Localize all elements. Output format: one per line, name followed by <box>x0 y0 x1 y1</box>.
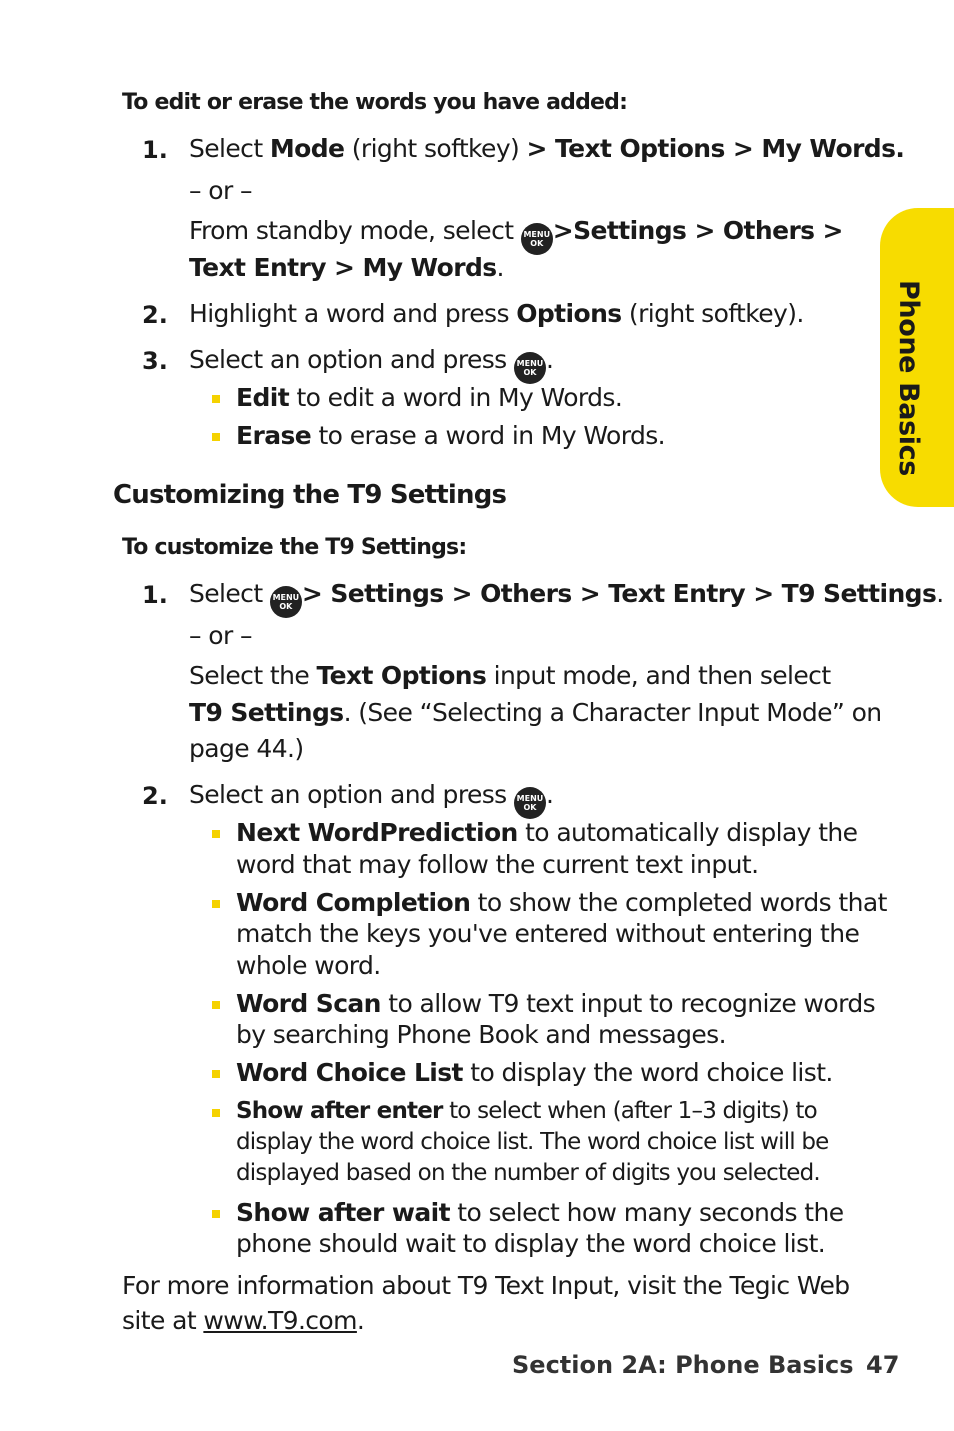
t9-alt-line-3: page 44.) <box>189 734 304 763</box>
bullet-icon <box>212 1001 220 1009</box>
t9-bullet-line: by searching Phone Book and messages. <box>236 1020 726 1049</box>
edit-alt-line-2: Text Entry > My Words. <box>189 253 504 282</box>
t9-website-link[interactable]: www.T9.com <box>203 1306 357 1335</box>
edit-step-3: Select an option and press MENU OK . <box>189 345 553 384</box>
bullet-icon <box>212 395 220 403</box>
t9-step-1: Select MENU OK > Settings > Others > Text Entry > T9 Settings. <box>189 579 944 618</box>
t9-bullet-line: display the word choice list. The word choice list will be <box>236 1129 829 1155</box>
step-number: 1. <box>142 136 168 164</box>
menu-ok-icon: MENU OK <box>270 586 302 618</box>
page-number: 47 <box>866 1351 900 1379</box>
side-tab-label: Phone Basics <box>893 280 924 476</box>
step-number: 2. <box>142 301 168 329</box>
edit-step-2: Highlight a word and press Options (right softkey). <box>189 299 804 328</box>
erase-bullet: Erase to erase a word in My Words. <box>236 421 665 450</box>
bullet-icon <box>212 1210 220 1218</box>
t9-bullet-line: phone should wait to display the word choice list. <box>236 1229 826 1258</box>
edit-bullet: Edit to edit a word in My Words. <box>236 383 623 412</box>
t9-heading: Customizing the T9 Settings <box>113 480 507 510</box>
footer-section: Section 2A: Phone Basics <box>512 1351 854 1379</box>
menu-ok-icon: MENU OK <box>521 223 553 255</box>
step-number: 2. <box>142 782 168 810</box>
more-info-line-1: For more information about T9 Text Input, visit the Tegic Web <box>122 1271 850 1300</box>
or-separator: – or – <box>189 176 252 205</box>
t9-subheading: To customize the T9 Settings: <box>122 535 467 560</box>
t9-bullet-line: Show after enter to select when (after 1–3 digits) to <box>236 1098 817 1124</box>
t9-bullet-line: Word Completion to show the completed words that <box>236 888 887 917</box>
more-info-line-2: site at www.T9.com. <box>122 1306 365 1335</box>
menu-ok-icon: MENU OK <box>514 787 546 819</box>
bullet-icon <box>212 1070 220 1078</box>
bullet-icon <box>212 433 220 441</box>
or-separator: – or – <box>189 621 252 650</box>
t9-bullet-line: match the keys you've entered without entering the <box>236 919 860 948</box>
edit-step-1: Select Mode (right softkey) > Text Options > My Words. <box>189 134 905 163</box>
t9-step-2: Select an option and press MENU OK . <box>189 780 553 819</box>
t9-alt-line-1: Select the Text Options input mode, and then select <box>189 661 831 690</box>
t9-bullet-line: Next WordPrediction to automatically display the <box>236 818 858 847</box>
t9-bullet-line: Show after wait to select how many seconds the <box>236 1198 844 1227</box>
t9-bullet-line: whole word. <box>236 951 381 980</box>
bullet-icon <box>212 900 220 908</box>
step-number: 3. <box>142 347 168 375</box>
t9-alt-line-2: T9 Settings. (See “Selecting a Character Input Mode” on <box>189 698 882 727</box>
edit-subheading: To edit or erase the words you have added: <box>122 90 628 115</box>
t9-bullet-line: Word Scan to allow T9 text input to recognize words <box>236 989 876 1018</box>
bullet-icon <box>212 830 220 838</box>
step-number: 1. <box>142 581 168 609</box>
t9-bullet-line: displayed based on the number of digits you selected. <box>236 1160 820 1186</box>
edit-alt-line-1: From standby mode, select MENU OK >Settings > Others > <box>189 216 843 255</box>
t9-bullet-line: word that may follow the current text input. <box>236 850 759 879</box>
bullet-icon <box>212 1109 220 1117</box>
menu-ok-icon: MENU OK <box>514 352 546 384</box>
t9-bullet-line: Word Choice List to display the word choice list. <box>236 1058 833 1087</box>
